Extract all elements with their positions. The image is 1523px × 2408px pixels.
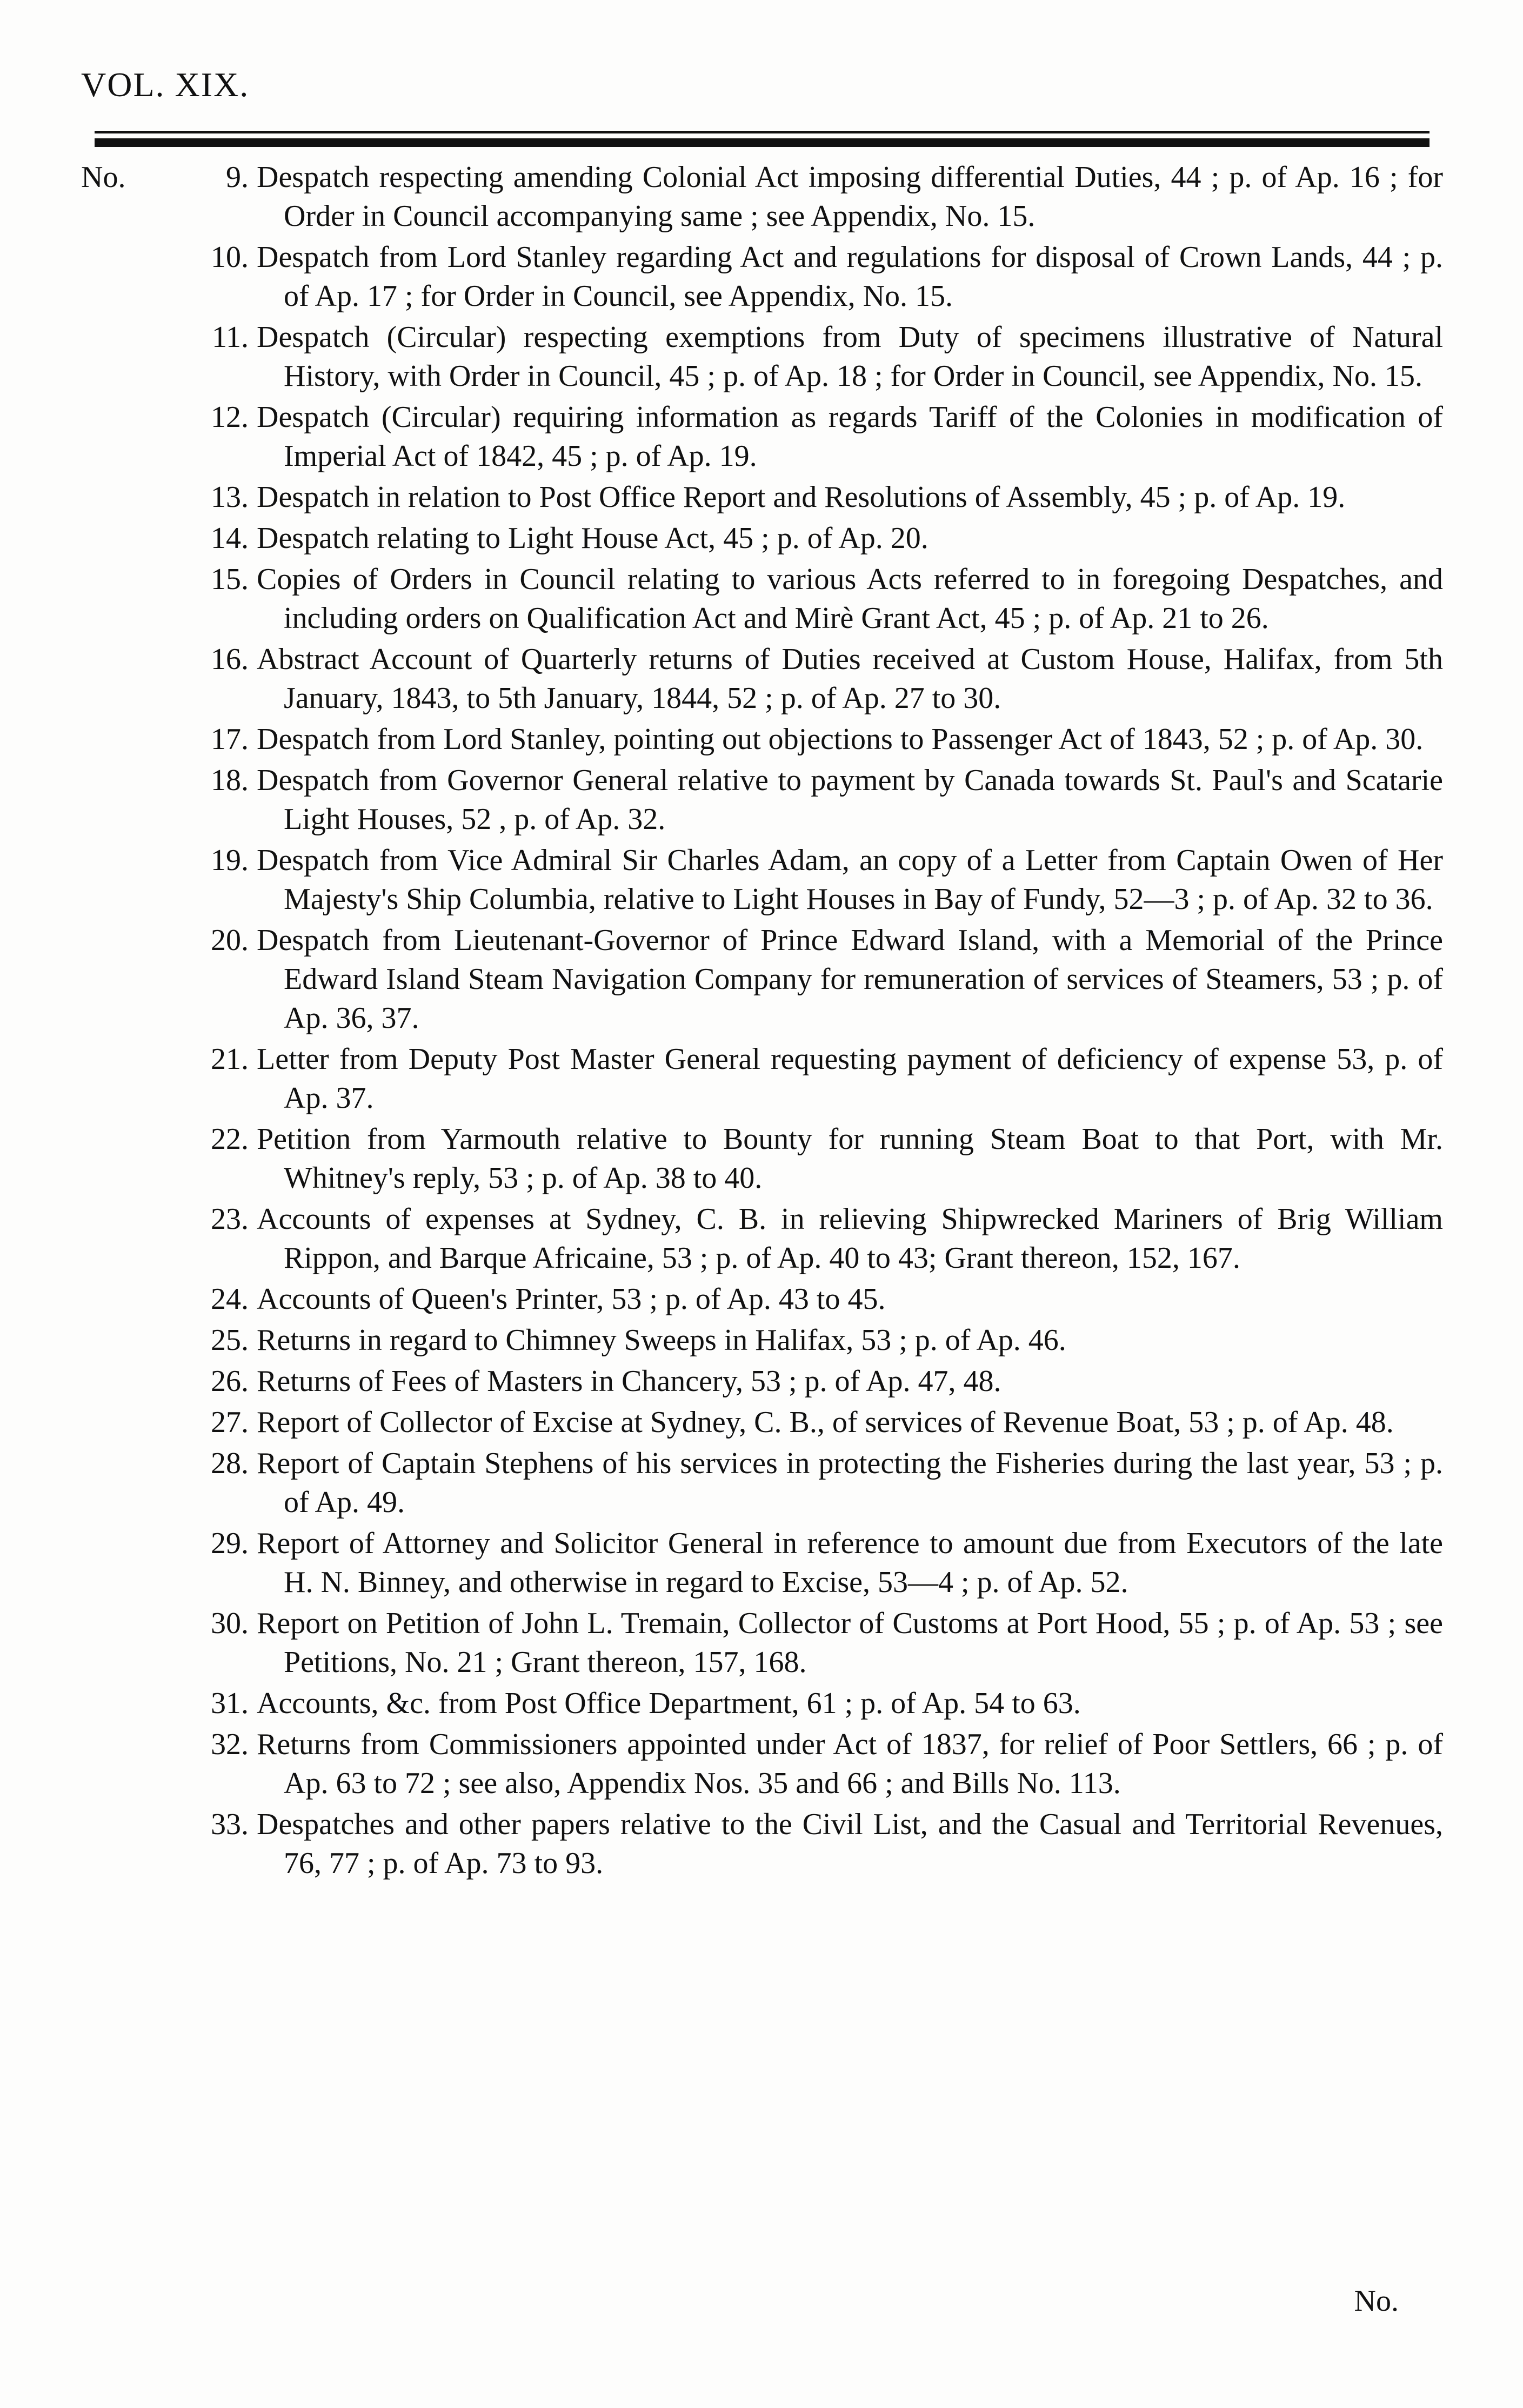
- entry-number-value: 19.: [211, 844, 249, 877]
- list-item: [81, 398, 1443, 476]
- entry-text: Despatch in relation to Post Office Report and Resolutions of Assembly, 45 ; p. of Ap. 19.: [257, 480, 1346, 514]
- list-item: [81, 158, 1443, 236]
- list-item: [81, 1362, 1443, 1401]
- entry-number: [81, 1805, 249, 1844]
- entry-number-value: 32.: [211, 1728, 249, 1761]
- entry-number: [81, 1200, 249, 1239]
- entry-number-value: 11.: [212, 320, 249, 354]
- list-item: [81, 1120, 1443, 1198]
- entry-number: [81, 761, 249, 800]
- entry-number: [81, 1604, 249, 1643]
- entry-number: [81, 1444, 249, 1483]
- entry-text: Despatch (Circular) respecting exemptions from Duty of specimens illustrative of Natural History, with Order in Council, 45 ; p. of Ap. 18 ; for Order in Council, see Appendix, No. 15.: [257, 320, 1443, 393]
- entry-number-value: 12.: [211, 400, 249, 434]
- entry-number: [81, 519, 249, 558]
- entry-text: Letter from Deputy Post Master General requesting payment of deficiency of expense 53, p. of Ap. 37.: [257, 1042, 1443, 1115]
- entry-number-value: 25.: [211, 1323, 249, 1357]
- entry-number-value: 30.: [211, 1607, 249, 1640]
- entry-number: [81, 1040, 249, 1079]
- entry-text: Accounts, &c. from Post Office Department, 61 ; p. of Ap. 54 to 63.: [257, 1687, 1081, 1720]
- entry-number-value: 9.: [226, 160, 249, 194]
- entry-text: Report of Captain Stephens of his services in protecting the Fisheries during the last year, 53 ; p. of Ap. 49.: [257, 1447, 1443, 1519]
- entry-number: [81, 1280, 249, 1319]
- entry-number-value: 10.: [211, 240, 249, 274]
- entry-text: Despatch from Governor General relative to payment by Canada towards St. Paul's and Scatarie Light Houses, 52 , p. of Ap. 32.: [257, 764, 1443, 836]
- entry-number-value: 14.: [211, 521, 249, 555]
- entry-text: Returns in regard to Chimney Sweeps in Halifax, 53 ; p. of Ap. 46.: [257, 1323, 1066, 1357]
- entry-text: Returns of Fees of Masters in Chancery, 53 ; p. of Ap. 47, 48.: [257, 1364, 1001, 1398]
- entry-number-value: 23.: [211, 1202, 249, 1236]
- entry-list: [81, 158, 1443, 1885]
- entry-text: Despatch respecting amending Colonial Act imposing differential Duties, 44 ; p. of Ap. 16 ; for Order in Council accompanying same ; see Appendix, No. 15.: [257, 160, 1443, 233]
- list-item: [81, 1321, 1443, 1360]
- entry-number: [81, 841, 249, 880]
- list-item: [81, 761, 1443, 839]
- list-item: [81, 1805, 1443, 1883]
- catchword: No.: [1354, 2284, 1399, 2318]
- list-item: [81, 1280, 1443, 1319]
- list-item: [81, 1604, 1443, 1682]
- entry-text: Despatch from Lieutenant-Governor of Prince Edward Island, with a Memorial of the Prince Edward Island Steam Navigation Company for remuneration of services of Steamers, 53 ; p. of Ap. 36, 37.: [257, 924, 1443, 1035]
- list-item: [81, 1684, 1443, 1723]
- list-item: [81, 921, 1443, 1038]
- entry-number: [81, 560, 249, 599]
- entry-text: Report of Collector of Excise at Sydney, C. B., of services of Revenue Boat, 53 ; p. of Ap. 48.: [257, 1406, 1394, 1439]
- list-item: [81, 519, 1443, 558]
- entry-number: [81, 478, 249, 517]
- list-item: [81, 478, 1443, 517]
- entry-number-value: 13.: [211, 480, 249, 514]
- list-item: [81, 560, 1443, 638]
- entry-number-value: 24.: [211, 1282, 249, 1316]
- list-item: [81, 640, 1443, 718]
- entry-number: [81, 640, 249, 679]
- entry-text: Despatch (Circular) requiring information as regards Tariff of the Colonies in modification of Imperial Act of 1842, 45 ; p. of Ap. 19.: [257, 400, 1443, 473]
- entry-text: Abstract Account of Quarterly returns of Duties received at Custom House, Halifax, from 5th January, 1843, to 5th January, 1844, 52 ; p. of Ap. 27 to 30.: [257, 643, 1443, 715]
- entry-number: [81, 1403, 249, 1442]
- list-item: [81, 238, 1443, 316]
- list-item: [81, 318, 1443, 396]
- volume-header: VOL. XIX.: [81, 65, 250, 104]
- header-rule-thin: [95, 131, 1430, 133]
- entry-number-value: 20.: [211, 924, 249, 957]
- list-item: [81, 720, 1443, 759]
- entry-text: Despatch relating to Light House Act, 45 ; p. of Ap. 20.: [257, 521, 929, 555]
- entry-number-value: 16.: [211, 643, 249, 676]
- list-item: [81, 1040, 1443, 1118]
- list-item: [81, 1524, 1443, 1602]
- list-item: [81, 1725, 1443, 1803]
- entry-number-value: 26.: [211, 1364, 249, 1398]
- entry-number-value: 17.: [211, 723, 249, 756]
- header-rule-thick: [95, 138, 1430, 147]
- entry-number-value: 27.: [211, 1406, 249, 1439]
- entry-number: [81, 921, 249, 960]
- entry-text: Despatch from Vice Admiral Sir Charles Adam, an copy of a Letter from Captain Owen of Her Majesty's Ship Columbia, relative to Light Houses in Bay of Fundy, 52—3 ; p. of Ap. 32 to 36.: [257, 844, 1443, 916]
- entry-number: [81, 1362, 249, 1401]
- entry-text: Despatch from Lord Stanley, pointing out objections to Passenger Act of 1843, 52 ; p. of Ap. 30.: [257, 723, 1424, 756]
- entry-number: [81, 1120, 249, 1159]
- entry-number-value: 21.: [211, 1042, 249, 1076]
- entry-number: [81, 720, 249, 759]
- entry-number: [81, 158, 249, 197]
- entry-number: [81, 398, 249, 437]
- entry-number-value: 31.: [211, 1687, 249, 1720]
- entry-number: [81, 1321, 249, 1360]
- entry-number-value: 28.: [211, 1447, 249, 1480]
- list-item: [81, 1200, 1443, 1277]
- list-item: [81, 841, 1443, 919]
- entry-number-value: 22.: [211, 1122, 249, 1156]
- entry-text: Petition from Yarmouth relative to Bounty for running Steam Boat to that Port, with Mr. Whitney's reply, 53 ; p. of Ap. 38 to 40.: [257, 1122, 1443, 1195]
- entry-number: [81, 1684, 249, 1723]
- entry-text: Despatches and other papers relative to the Civil List, and the Casual and Territorial Revenues, 76, 77 ; p. of Ap. 73 to 93.: [257, 1808, 1443, 1880]
- entry-number-value: 29.: [211, 1527, 249, 1560]
- entry-text: Report on Petition of John L. Tremain, Collector of Customs at Port Hood, 55 ; p. of Ap. 53 ; see Petitions, No. 21 ; Grant thereon, 157, 168.: [257, 1607, 1443, 1679]
- entry-number-value: 18.: [211, 764, 249, 797]
- entry-text: Returns from Commissioners appointed under Act of 1837, for relief of Poor Settlers, 66 ; p. of Ap. 63 to 72 ; see also, Appendix Nos. 35 and 66 ; and Bills No. 113.: [257, 1728, 1443, 1800]
- entry-number-value: 33.: [211, 1808, 249, 1841]
- entry-number: [81, 1725, 249, 1764]
- entry-text: Despatch from Lord Stanley regarding Act and regulations for disposal of Crown Lands, 44 ; p. of Ap. 17 ; for Order in Council, see Appendix, No. 15.: [257, 240, 1443, 313]
- entry-prefix: No.: [81, 160, 126, 194]
- list-item: [81, 1444, 1443, 1522]
- entry-text: Accounts of Queen's Printer, 53 ; p. of Ap. 43 to 45.: [257, 1282, 886, 1316]
- list-item: [81, 1403, 1443, 1442]
- entry-text: Report of Attorney and Solicitor General in reference to amount due from Executors of the late H. N. Binney, and otherwise in regard to Excise, 53—4 ; p. of Ap. 52.: [257, 1527, 1443, 1599]
- entry-number-value: 15.: [211, 563, 249, 596]
- entry-text: Copies of Orders in Council relating to various Acts referred to in foregoing Despatches, and including orders on Qualification Act and Mirè Grant Act, 45 ; p. of Ap. 21 to 26.: [257, 563, 1443, 635]
- entry-number: [81, 318, 249, 357]
- entry-number: [81, 1524, 249, 1563]
- entry-number: [81, 238, 249, 277]
- entry-text: Accounts of expenses at Sydney, C. B. in relieving Shipwrecked Mariners of Brig William Rippon, and Barque Africaine, 53 ; p. of Ap. 40 to 43; Grant thereon, 152, 167.: [257, 1202, 1443, 1275]
